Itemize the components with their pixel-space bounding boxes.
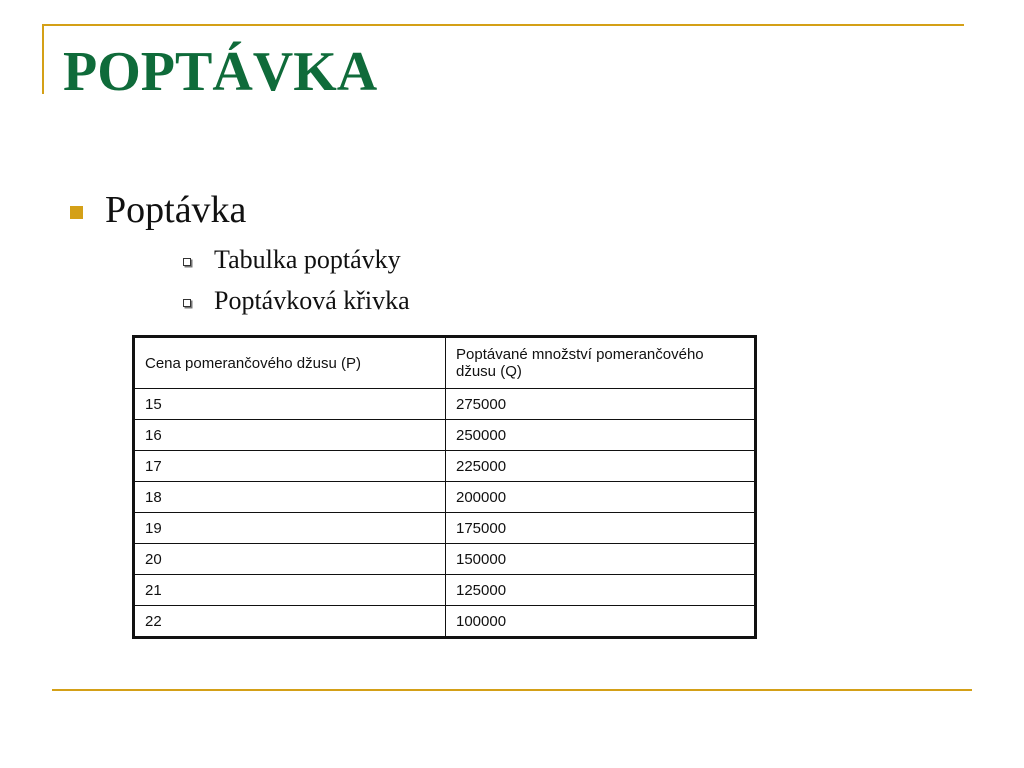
bullet-label: Poptávka — [105, 189, 247, 231]
bottom-frame-line — [52, 689, 972, 691]
square-bullet-icon — [70, 206, 83, 219]
price-cell: 19 — [134, 513, 446, 544]
price-cell: 22 — [134, 606, 446, 638]
price-cell: 17 — [134, 451, 446, 482]
quantity-cell: 125000 — [446, 575, 756, 606]
table-row — [134, 451, 756, 482]
quantity-cell: 150000 — [446, 544, 756, 575]
table-header-row — [134, 337, 756, 389]
quantity-cell: 100000 — [446, 606, 756, 638]
quantity-cell: 200000 — [446, 482, 756, 513]
bullet-item-poptavka — [70, 188, 246, 232]
table-row — [134, 544, 756, 575]
slide-title: POPTÁVKA — [63, 41, 378, 103]
table-row — [134, 606, 756, 638]
quantity-cell: 250000 — [446, 420, 756, 451]
table-row — [134, 513, 756, 544]
quantity-cell: 175000 — [446, 513, 756, 544]
quantity-cell: 275000 — [446, 389, 756, 420]
table-row — [134, 389, 756, 420]
table-row — [134, 420, 756, 451]
table-row — [134, 482, 756, 513]
subbullet-item-krivka — [183, 285, 410, 317]
hollow-square-bullet-icon — [183, 299, 191, 307]
subbullet-label: Tabulka poptávky — [214, 245, 401, 274]
column-header-price: Cena pomerančového džusu (P) — [134, 337, 446, 389]
price-cell: 20 — [134, 544, 446, 575]
price-cell: 15 — [134, 389, 446, 420]
quantity-cell: 225000 — [446, 451, 756, 482]
top-frame-line — [42, 24, 964, 26]
price-cell: 21 — [134, 575, 446, 606]
subbullet-label: Poptávková křivka — [214, 286, 410, 315]
table-row — [134, 575, 756, 606]
price-cell: 16 — [134, 420, 446, 451]
subbullet-item-tabulka — [183, 244, 401, 276]
price-cell: 18 — [134, 482, 446, 513]
demand-table — [132, 335, 757, 639]
column-header-quantity: Poptávané množství pomerančového džusu (Q) — [446, 337, 756, 389]
left-frame-line — [42, 24, 44, 94]
hollow-square-bullet-icon — [183, 258, 191, 266]
